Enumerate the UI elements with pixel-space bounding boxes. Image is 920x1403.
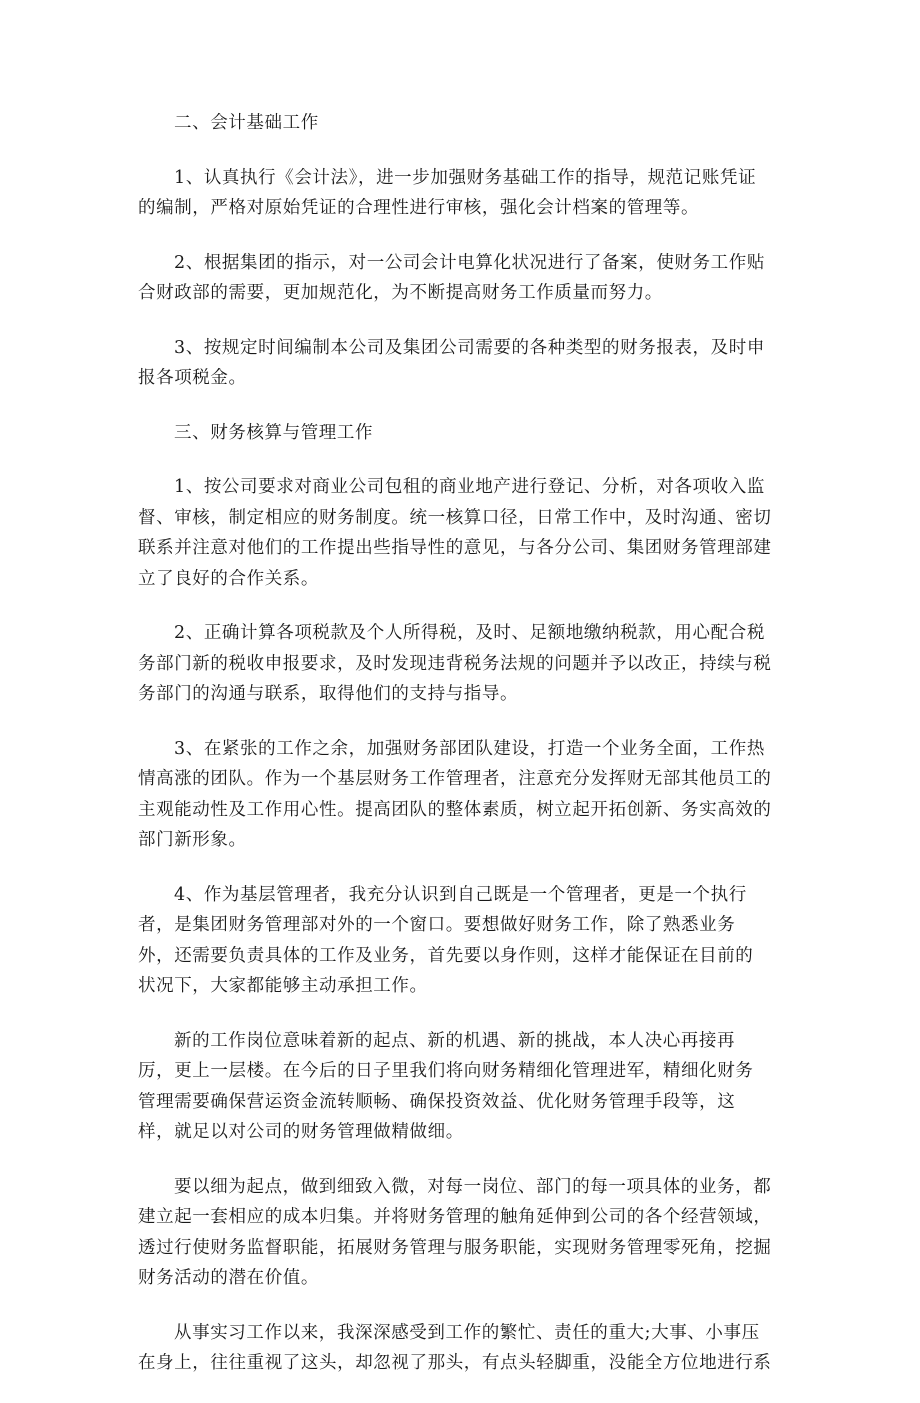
- paragraph-line: 透过行使财务监督职能，拓展财务管理与服务职能，实现财务管理零死角，挖掘: [138, 1237, 772, 1258]
- paragraph-line: 3、按规定时间编制本公司及集团公司需要的各种类型的财务报表，及时申: [174, 337, 765, 358]
- paragraph: [138, 1318, 782, 1379]
- paragraph-line: 管理需要确保营运资金流转顺畅、确保投资效益、优化财务管理手段等，这: [138, 1091, 736, 1112]
- paragraph-line: 务部门新的税收申报要求，及时发现违背税务法规的问题并予以改正，持续与税: [138, 653, 772, 674]
- paragraph-line: 报各项税金。: [138, 368, 247, 388]
- paragraph-line: 从事实习工作以来，我深深感受到工作的繁忙、责任的重大;大事、小事压: [174, 1322, 760, 1343]
- paragraph: [138, 1172, 782, 1294]
- paragraph: [138, 472, 782, 594]
- paragraph-line: 厉，更上一层楼。在今后的日子里我们将向财务精细化管理进军，精细化财务: [138, 1061, 754, 1081]
- paragraph-line: 建立起一套相应的成本归集。并将财务管理的触角延伸到公司的各个经营领域，: [138, 1207, 772, 1227]
- paragraph-line: 4、作为基层管理者，我充分认识到自己既是一个管理者，更是一个执行: [174, 884, 747, 905]
- paragraph-line: 部门新形象。: [138, 830, 247, 850]
- paragraph: [138, 248, 782, 309]
- paragraph-line: 联系并注意对他们的工作提出些指导性的意见，与各分公司、集团财务管理部建: [138, 538, 772, 558]
- paragraph-line: 督、审核，制定相应的财务制度。统一核算口径，日常工作中，及时沟通、密切: [138, 507, 772, 528]
- paragraph-line: 2、正确计算各项税款及个人所得税，及时、足额地缴纳税款，用心配合税: [174, 623, 765, 643]
- document-page: [138, 108, 782, 1403]
- paragraph-line: 立了良好的合作关系。: [138, 568, 319, 589]
- paragraph-line: 者，是集团财务管理部对外的一个窗口。要想做好财务工作，除了熟悉业务: [138, 915, 736, 935]
- paragraph-line: 财务活动的潜在价值。: [138, 1268, 319, 1288]
- paragraph-line: 情高涨的团队。作为一个基层财务工作管理者，注意充分发挥财无部其他员工的: [138, 769, 772, 789]
- paragraph-line: 要以细为起点，做到细致入微，对每一岗位、部门的每一项具体的业务，都: [174, 1176, 772, 1197]
- paragraph-line: 合财政部的需要，更加规范化，为不断提高财务工作质量而努力。: [138, 283, 663, 303]
- section-heading: 三、财务核算与管理工作: [174, 422, 374, 443]
- paragraph: [138, 734, 782, 856]
- paragraph-line: 3、在紧张的工作之余，加强财务部团队建设，打造一个业务全面，工作热: [174, 738, 765, 759]
- paragraph-line: 2、根据集团的指示，对一公司会计电算化状况进行了备案，使财务工作贴: [174, 252, 765, 273]
- paragraph-line: 务部门的沟通与联系，取得他们的支持与指导。: [138, 684, 519, 704]
- paragraph-line: 样，就足以对公司的财务管理做精做细。: [138, 1122, 464, 1142]
- paragraph-line: 在身上，往往重视了这头，却忽视了那头，有点头轻脚重，没能全方位地进行系: [138, 1353, 772, 1373]
- paragraph-line: 状况下，大家都能够主动承担工作。: [138, 976, 428, 996]
- paragraph: [138, 880, 782, 1002]
- paragraph-line: 外，还需要负责具体的工作及业务，首先要以身作则，这样才能保证在目前的: [138, 945, 754, 966]
- paragraph: [138, 618, 782, 710]
- section-heading: 二、会计基础工作: [174, 113, 319, 133]
- paragraph: [138, 333, 782, 394]
- paragraph-line: 主观能动性及工作用心性。提高团队的整体素质，树立起开拓创新、务实高效的: [138, 799, 772, 820]
- paragraph: [138, 163, 782, 224]
- paragraph-line: 1、按公司要求对商业公司包租的商业地产进行登记、分析，对各项收入监: [174, 477, 765, 497]
- paragraph: [138, 1026, 782, 1148]
- paragraph-line: 1、认真执行《会计法》，进一步加强财务基础工作的指导，规范记账凭证: [174, 167, 757, 188]
- paragraph-line: 的编制，严格对原始凭证的合理性进行审核，强化会计档案的管理等。: [138, 198, 700, 218]
- paragraph-line: 新的工作岗位意味着新的起点、新的机遇、新的挑战，本人决心再接再: [174, 1030, 736, 1051]
